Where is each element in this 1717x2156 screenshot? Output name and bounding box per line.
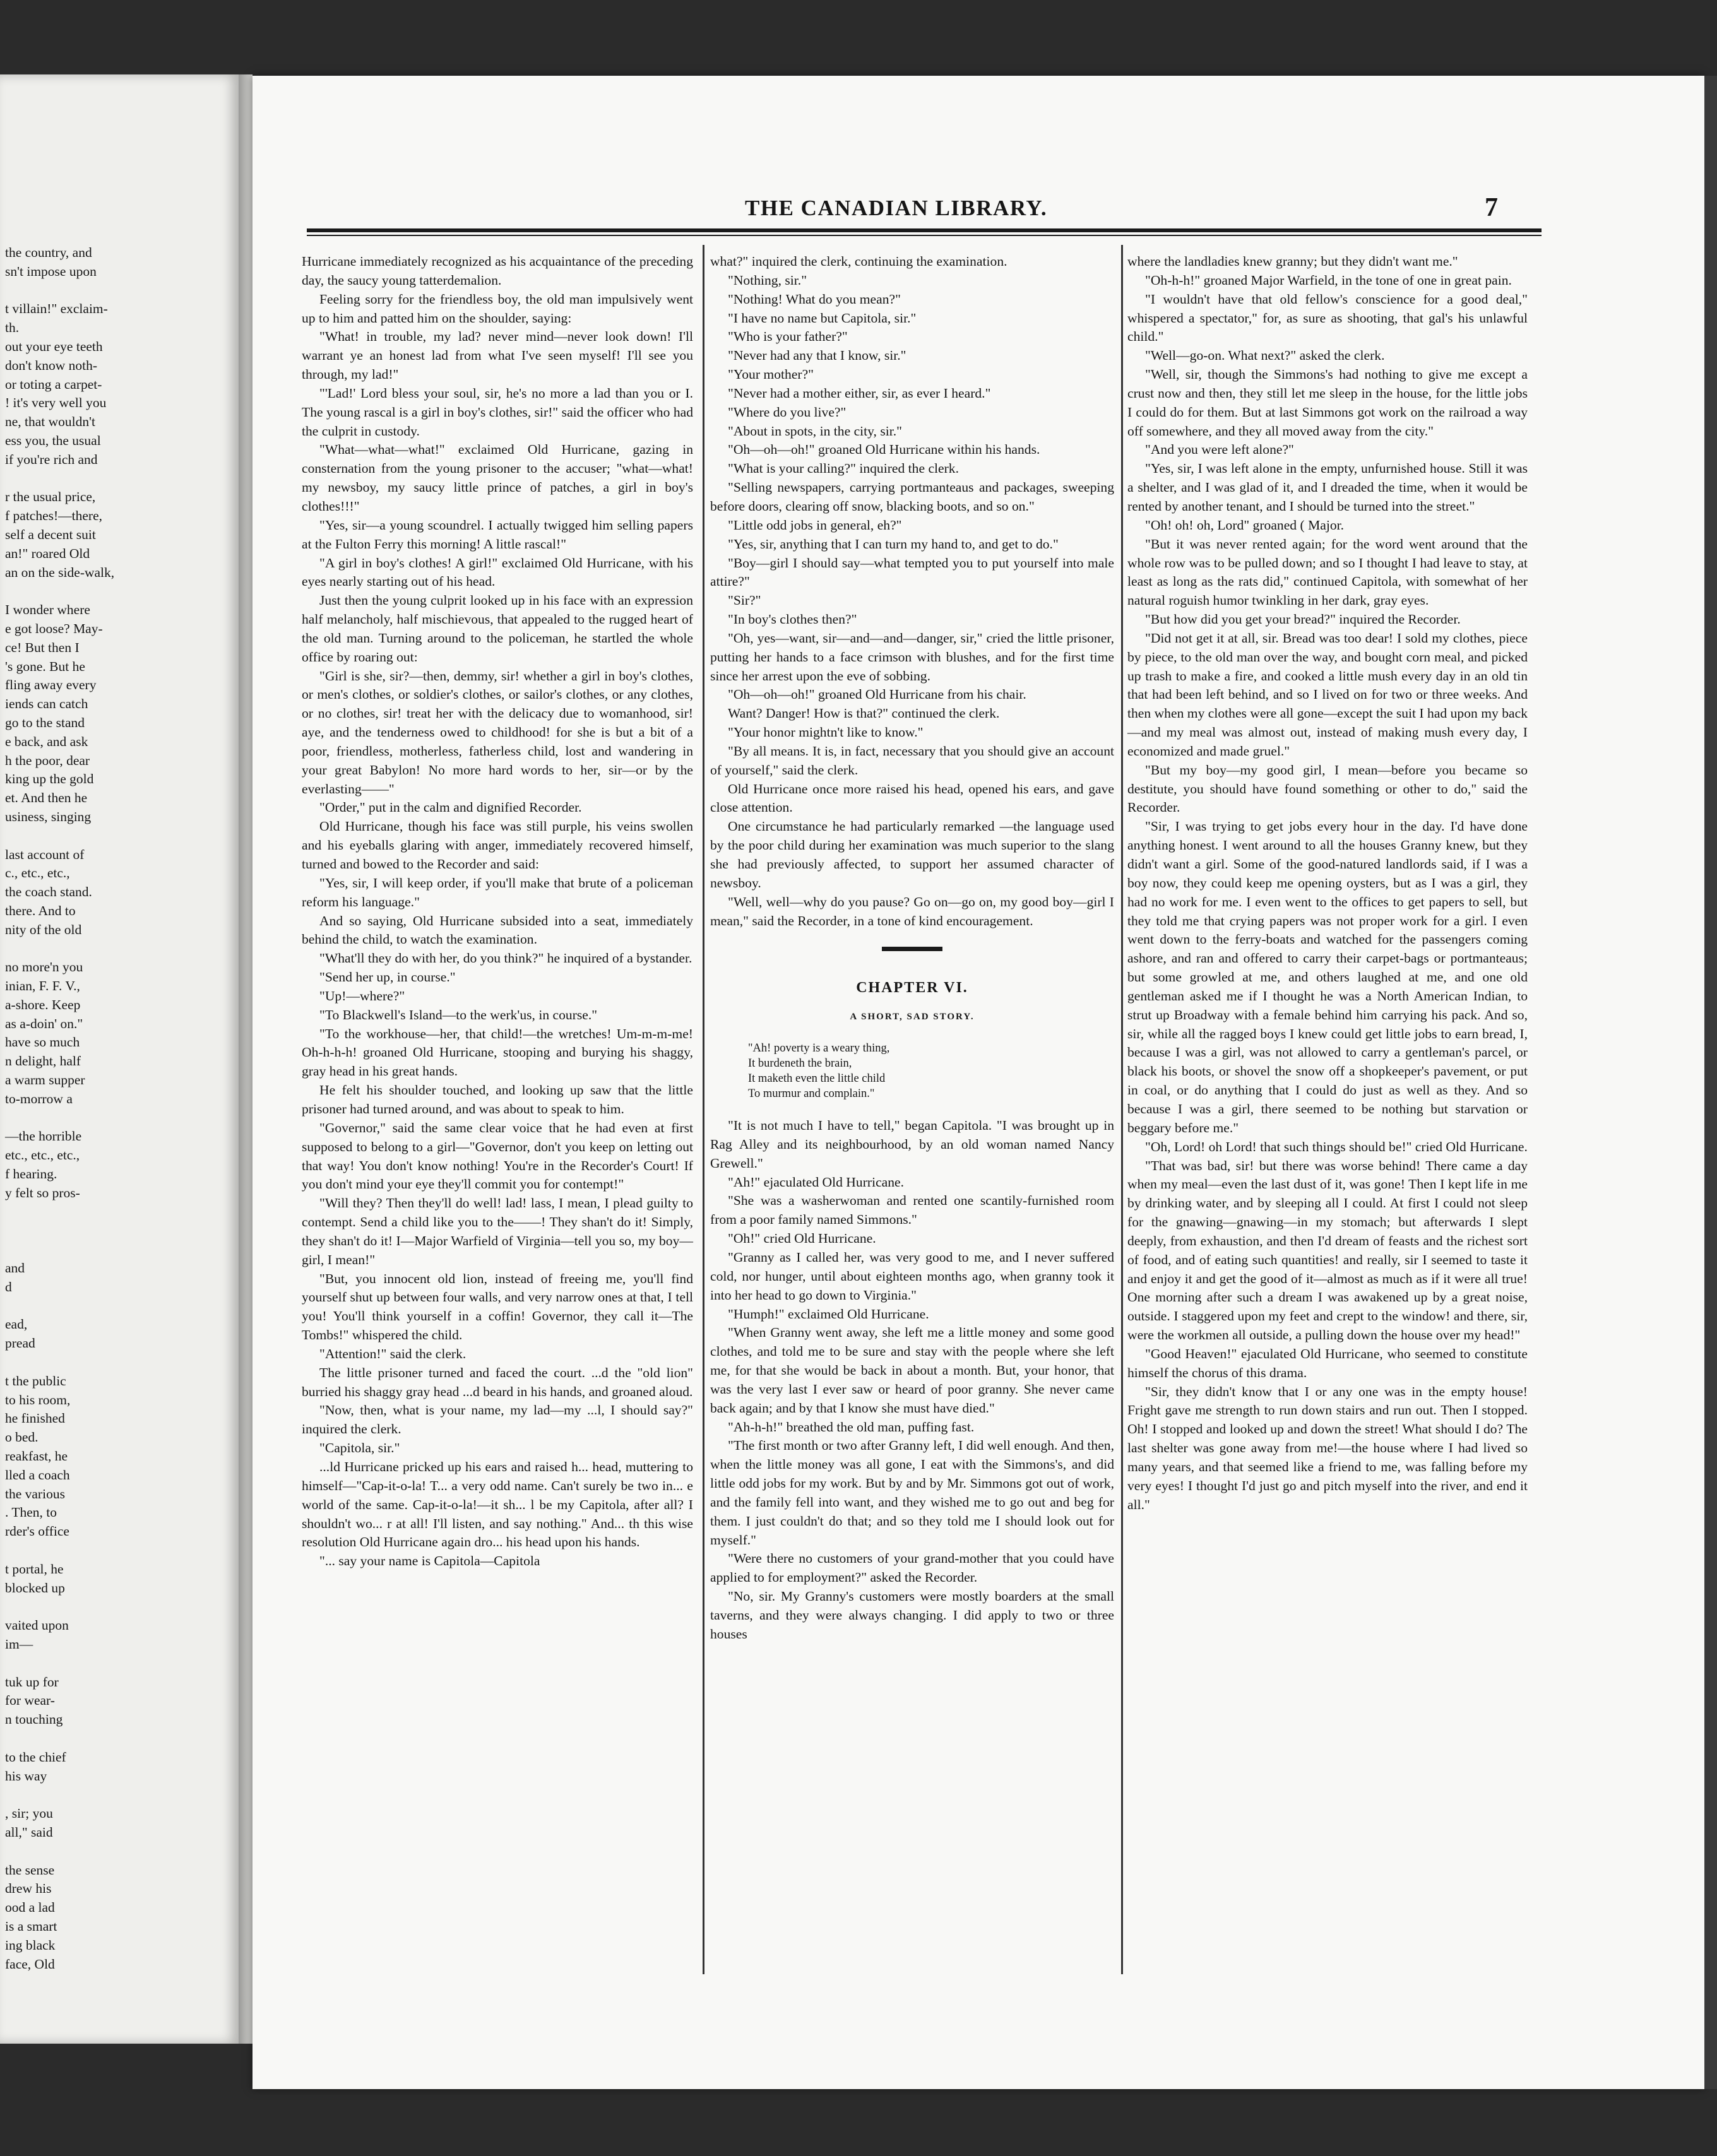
paragraph: "No, sir. My Granny's customers were mostly boarders at the small taverns, and they were always changing. I did apply to two or three houses bbox=[710, 1589, 1114, 1642]
paragraph: "A girl in boy's clothes! A girl!" exclaimed Old Hurricane, with his eyes nearly starting out of his head. bbox=[302, 555, 693, 589]
paragraph: "Never had a mother either, sir, as ever I heard." bbox=[728, 385, 991, 401]
paragraph: Old Hurricane, though his face was still purple, his veins swollen and his eyeballs glaring with anger, immediately recovered himself, turned and bowed to the Recorder and said: bbox=[302, 819, 693, 872]
paragraph: "Oh, Lord! oh Lord! that such things should be!" cried Old Hurricane. bbox=[1145, 1139, 1528, 1154]
paragraph: "Were there no customers of your grand-mother that you could have applied to for employment?" asked the Recorder. bbox=[710, 1551, 1114, 1585]
paragraph: The little prisoner turned and faced the court. ...d the "old lion" burried his shaggy gray head ...d beard in his hands, and groaned aloud. bbox=[302, 1365, 693, 1399]
paragraph: "Yes, sir, anything that I can turn my hand to, and get to do." bbox=[728, 536, 1059, 552]
paragraph: "Ah-h-h!" breathed the old man, puffing fast. bbox=[728, 1419, 975, 1435]
paragraph: "Girl is she, sir?—then, demmy, sir! whether a girl in boy's clothes, or men's clothes, or soldier's clothes, or sailor's clothes, or any clothes, or no clothes, sir! treat her with the delicacy due to womanhood, sir! aye, and the tenderness owed to childhood! for she is but a bit of a poor, friendless, motherless, fatherless child, lost and wandering in your great Babylon! No more hard words to her, sir—or by the everlasting——" bbox=[302, 668, 693, 797]
page-edge bbox=[1704, 76, 1717, 2089]
paragraph: "Oh—oh—oh!" groaned Old Hurricane from his chair. bbox=[728, 687, 1026, 702]
paragraph: "What'll they do with her, do you think?" he inquired of a bystander. bbox=[319, 951, 692, 966]
paragraph: "What is your calling?" inquired the clerk. bbox=[728, 461, 960, 477]
header-rule bbox=[307, 228, 1542, 232]
chapter-subtitle: A SHORT, SAD STORY. bbox=[850, 1012, 975, 1022]
paragraph: "By all means. It is, in fact, necessary that you should give an account of yourself," said the clerk. bbox=[710, 743, 1114, 778]
paragraph: "Yes, sir—a young scoundrel. I actually twigged him selling papers at the Fulton Ferry this morning! A little rascal!" bbox=[302, 517, 693, 552]
paragraph: "Your mother?" bbox=[728, 367, 814, 382]
article-column-3 bbox=[1127, 252, 1528, 1515]
paragraph: ...ld Hurricane pricked up his ears and raised h... head, muttering to himself—"Cap-it-o-la! T... a very odd name. Can't surely be two in... e world of the same. Cap-it-o-la!—it sh... l be my Capitola, after all? I shouldn't wo... r at all! I'll listen, and say nothing." And... th this wise resolution Old Hurricane again dro... his head upon his hands. bbox=[302, 1459, 693, 1550]
paragraph: "But, you innocent old lion, instead of freeing me, you'll find yourself shut up between four walls, and very narrow ones at that, I tell you! You'll think yourself in a coffin! Governor, they call it—The Tombs!" whispered the child. bbox=[302, 1270, 693, 1343]
paragraph: "Order," put in the calm and dignified Recorder. bbox=[319, 800, 582, 815]
header-rule-thin bbox=[307, 235, 1542, 236]
paragraph: Old Hurricane once more raised his head, opened his ears, and gave close attention. bbox=[710, 781, 1114, 815]
paragraph: "Where do you live?" bbox=[728, 404, 847, 420]
paragraph: "Selling newspapers, carrying portmanteaus and packages, sweeping before doors, clearing off snow, blacking boots, and so on." bbox=[710, 480, 1114, 514]
column-divider bbox=[1121, 245, 1123, 1974]
paragraph: "Well, sir, though the Simmons's had nothing to give me except a crust now and then, they still let me sleep in the house, for the little jobs I could do for them. But at last Simmons got work on the railroad a way off somewhere, and they all moved away from the city." bbox=[1127, 367, 1528, 439]
paragraph: "Well, well—why do you pause? Go on—go on, my good boy—girl I mean," said the Recorder, in a tone of kind encouragement. bbox=[710, 894, 1114, 928]
paragraph: "Sir?" bbox=[728, 593, 761, 608]
paragraph: "Humph!" exclaimed Old Hurricane. bbox=[728, 1306, 929, 1322]
paragraph: "Will they? Then they'll do well! lad! lass, I mean, I plead guilty to contempt. Send a child like you to the——! They shan't do it! Simply, they shan't do it! I—Major Warfield of Virginia—tell you so, my boy—girl, I mean!" bbox=[302, 1195, 693, 1267]
paragraph: "Attention!" said the clerk. bbox=[319, 1346, 466, 1361]
paragraph: "Sir, they didn't know that I or any one was in the empty house! Fright gave me strength to run down stairs and run out. Then I stopped. Oh! I stopped and looked up and down the street! What should I do? The last shelter was gone away from me!—the house where I had lived so many years, and that seemed like a friend to me, was falling before my very eyes! I thought I'd just go and pitch myself into the river, and end it all." bbox=[1127, 1383, 1528, 1512]
paragraph: "It is not much I have to tell," began Capitola. "I was brought up in Rag Alley and its neighbourhood, by an old woman named Nancy Grewell." bbox=[710, 1118, 1114, 1171]
paragraph: "The first month or two after Granny left, I did well enough. And then, when the little money was all gone, I eat with the Simmons's, and did little odd jobs for my work. But by and by Mr. Simmons got out of work, and the family fell into want, and they wished me to go out and beg for them. I just couldn't do that; and so they told me I should look out for myself." bbox=[710, 1438, 1114, 1548]
previous-page-text: the country, and sn't impose upon t villain!" exclaim- th. out your eye teeth don't know noth- or toting a carpet- ! it's very well you ne, that wouldn't ess you, the usual if you're rich and r the usual price, f patches!—there, self a decent suit an!" roared Old an on the side-walk, I wonder where e got loose? May- ce! But then I 's gone. But he fling away every iends can catch go to the stand e back, and ask h the poor, dear king up the gold et. And then he usiness, singing last account of c., etc., etc., the coach stand. there. And to nity of the old no more'n you inian, F. F. V., a-shore. Keep as a-doin' on." have so much n delight, half a warm supper to-morrow a —the horrible etc., etc., etc., f hearing. y felt so pros- and d ead, pread t the public to his room, he finished o bed. reakfast, he lled a coach the various . Then, to rder's office t portal, he blocked up vaited upon im— tuk up for for wear- n touching to the chief his way , sir; you all," said the sense drew his ood a lad is a smart ing black face, Old bbox=[5, 245, 115, 1972]
paragraph: "I wouldn't have that old fellow's conscience for a good deal," whispered a spectator," for, as sure as shooting, that gal's his unlawful child." bbox=[1127, 291, 1528, 345]
page-number: 7 bbox=[1485, 193, 1498, 222]
paragraph: "Oh-h-h!" groaned Major Warfield, in the tone of one in great pain. bbox=[1145, 272, 1512, 288]
paragraph: One circumstance he had particularly remarked —the language used by the poor child during her examination was much superior to the slang she had previously affected, to support her assumed character of newsboy. bbox=[710, 819, 1114, 891]
paragraph: "Well—go-on. What next?" asked the clerk. bbox=[1145, 348, 1385, 364]
paragraph: where the landladies knew granny; but they didn't want me." bbox=[1127, 254, 1458, 269]
paragraph: "Oh!" cried Old Hurricane. bbox=[728, 1231, 876, 1247]
column-divider bbox=[703, 245, 704, 1974]
paragraph: "About in spots, in the city, sir." bbox=[728, 423, 902, 439]
paragraph: "... say your name is Capitola—Capitola bbox=[319, 1553, 540, 1569]
paragraph: "To the workhouse—her, that child!—the wretches! Um-m-m-me! Oh-h-h-h! groaned Old Hurricane, stooping and burying his shaggy, gray head in his great hands. bbox=[302, 1026, 693, 1079]
paragraph: "But my boy—my good girl, I mean—before you became so destitute, you should have found something or other to do," said the Recorder. bbox=[1127, 762, 1528, 815]
paragraph: Want? Danger! How is that?" continued the clerk. bbox=[728, 706, 1000, 721]
book-gutter bbox=[239, 74, 252, 2044]
paragraph: "Governor," said the same clear voice that he had even at first supposed to belong to a girl—"Governor, don't you keep on letting out that way! You don't know nothing! You're in the Recorder's Court! If you don't mind your eye they'll commit you for contempt!" bbox=[302, 1120, 693, 1192]
paragraph: "Oh—oh—oh!" groaned Old Hurricane within his hands. bbox=[728, 442, 1040, 458]
paragraph: "Send her up, in course." bbox=[319, 969, 456, 985]
paragraph: "Now, then, what is your name, my lad—my ...l, I should say?" inquired the clerk. bbox=[302, 1402, 693, 1437]
paragraph: "She was a washerwoman and rented one scantily-furnished room from a poor family named Simmons." bbox=[710, 1193, 1114, 1228]
paragraph: "Oh, yes—want, sir—and—and—danger, sir," cried the little prisoner, putting her hands to a face crimson with blushes, and for the first time since her arrest upon the eve of sobbing. bbox=[710, 630, 1114, 684]
paragraph: And so saying, Old Hurricane subsided into a seat, immediately behind the child, to watch the examination. bbox=[302, 913, 693, 947]
article-column-1 bbox=[302, 252, 693, 1571]
paragraph: "Who is your father?" bbox=[728, 329, 848, 345]
paragraph: "Your honor mightn't like to know." bbox=[728, 725, 924, 740]
paragraph: "Granny as I called her, was very good to me, and I never suffered cold, nor hunger, until about eighteen months ago, when granny took it into her head to go down to Virginia." bbox=[710, 1249, 1114, 1303]
paragraph: "What! in trouble, my lad? never mind—never look down! I'll warrant ye an honest lad from what I've seen myself! I'll see you through, my lad!" bbox=[302, 329, 693, 382]
paragraph: "And you were left alone?" bbox=[1145, 442, 1294, 458]
article-column-2 bbox=[710, 252, 1114, 1644]
paragraph: "Yes, sir, I will keep order, if you'll make that brute of a policeman reform his language." bbox=[302, 875, 693, 909]
paragraph: "That was bad, sir! but there was worse behind! There came a day when my meal—even the last dust of it, was gone! Then I kept life in me by drinking water, and by sleeping all I could. At first I could not sleep for the gnawing—gnawing—in my stomach; but afterwards I slept deeply, from exhaustion, and then I'd dream of feasts and the richest sort of food, and of eating such quantities! and really, sir I seemed to taste it and enjoy it and get the good of it—almost as much as if it were all true! One morning after such a dream I was awakened up by a great noise, outside. I staggered upon my feet and crept to the window! and there, sir, were the workmen all outside, a pulling down the house over my head!" bbox=[1127, 1158, 1528, 1343]
paragraph: Feeling sorry for the friendless boy, the old man impulsively went up to him and patted him on the shoulder, saying: bbox=[302, 291, 693, 326]
chapter-rule bbox=[882, 947, 942, 951]
paragraph: "Nothing! What do you mean?" bbox=[728, 291, 901, 307]
paragraph: "I have no name but Capitola, sir." bbox=[728, 310, 917, 326]
paragraph: "To Blackwell's Island—to the werk'us, in course." bbox=[319, 1007, 598, 1022]
paragraph: "Never had any that I know, sir." bbox=[728, 348, 906, 364]
running-head: THE CANADIAN LIBRARY. bbox=[745, 196, 1048, 220]
paragraph: "Oh! oh! oh, Lord" groaned ( Major. bbox=[1145, 517, 1345, 533]
paragraph: "Sir, I was trying to get jobs every hour in the day. I'd have done anything honest. I went around to all the houses Granny knew, but they didn't want a girl. Some of the good-natured landlords said, if I was a boy now, they could keep me opening oysters, but as I was a girl, they had no work for me. I even went to the offices to get papers to sell, but they told me that crying papers was not proper work for a girl. I even went down to the ferry-boats and watched for the passengers coming ashore, and ran and offered to carry their carpet-bags or portmanteaus; but some growled at me, and others laughed at me, and one old gentleman asked me if I thought he was a North American Indian, to strut up Broadway with a female behind him carrying his pack. And so, sir, while all the ragged boys I knew could get little jobs to earn bread, I, because I was a girl, was not allowed to carry a gentleman's parcel, or black his boots, or shovel the snow off a shopkeeper's pavement, or put in coal, or do anything that I could do just as well as they. And so because I was a girl, there seemed to be nothing but starvation or beggary before me." bbox=[1127, 819, 1528, 1135]
paragraph: "But how did you get your bread?" inquired the Recorder. bbox=[1145, 612, 1461, 627]
paragraph: "But it was never rented again; for the word went around that the whole row was to be pulled down; and so I thought I had leave to stay, at least as long as the rats did," continued Capitola, with somewhat of her natural roguish humor twinkling in her dark, gray eyes. bbox=[1127, 536, 1528, 608]
paragraph: "Little odd jobs in general, eh?" bbox=[728, 517, 902, 533]
paragraph: "When Granny went away, she left me a little money and some good clothes, and told me to be sure and stay with the people where she left me, for that she would be back in about a month. But, your honor, that was the very last I ever saw or heard of poor granny. She never came back again; and by that I know she must have died." bbox=[710, 1325, 1114, 1416]
previous-page-fragment bbox=[0, 74, 239, 2044]
chapter-epigraph: "Ah! poverty is a weary thing, It burdeneth the brain, It maketh even the little child To murmur and complain." bbox=[748, 1042, 890, 1101]
paragraph: "Boy—girl I should say—what tempted you to put yourself into male attire?" bbox=[710, 555, 1114, 589]
paragraph: what?" inquired the clerk, continuing the examination. bbox=[710, 254, 1007, 269]
paragraph: "What—what—what!" exclaimed Old Hurricane, gazing in consternation from the young prisoner to the accuser; "what—what! my newsboy, my saucy little prince of patches, a girl in boy's clothes!!!" bbox=[302, 442, 693, 514]
paragraph: "In boy's clothes then?" bbox=[728, 612, 857, 627]
paragraph: He felt his shoulder touched, and looking up saw that the little prisoner had turned around, and was about to speak to him. bbox=[302, 1082, 693, 1116]
paragraph: Hurricane immediately recognized as his acquaintance of the preceding day, the saucy young tatterdemalion. bbox=[302, 254, 693, 288]
paragraph: "Yes, sir, I was left alone in the empty, unfurnished house. Still it was a shelter, and I was glad of it, and I dreaded the time, when it would be rented by another tenant, and I should be turned into the street." bbox=[1127, 461, 1528, 514]
paragraph: "Ah!" ejaculated Old Hurricane. bbox=[728, 1174, 905, 1190]
paragraph: Just then the young culprit looked up in his face with an expression half melancholy, half mischievous, that appealed to the rugged heart of the old man. Turning around to the policeman, he startled the whole office by roaring out: bbox=[302, 593, 693, 665]
paragraph: "'Lad!' Lord bless your soul, sir, he's no more a lad than you or I. The young rascal is a girl in boy's clothes, sir!" said the officer who had the culprit in custody. bbox=[302, 385, 693, 439]
paragraph: "Up!—where?" bbox=[319, 988, 405, 1004]
paragraph: "Good Heaven!" ejaculated Old Hurricane, who seemed to constitute himself the chorus of this drama. bbox=[1127, 1346, 1528, 1380]
paragraph: "Nothing, sir." bbox=[728, 272, 807, 288]
paragraph: "Did not get it at all, sir. Bread was too dear! I sold my clothes, piece by piece, to the old man over the way, and bought corn meal, and picked up trash to make a fire, and cooked a little mush every day in an old tin that had been left behind, and so I lived on for two or three weeks. And then when my clothes were all gone—except the suit I had upon my back—and my meal was almost out, instead of making mush every day, I economized and made gruel." bbox=[1127, 630, 1528, 759]
paragraph: "Capitola, sir." bbox=[319, 1440, 400, 1456]
chapter-title: CHAPTER VI. bbox=[856, 980, 968, 997]
